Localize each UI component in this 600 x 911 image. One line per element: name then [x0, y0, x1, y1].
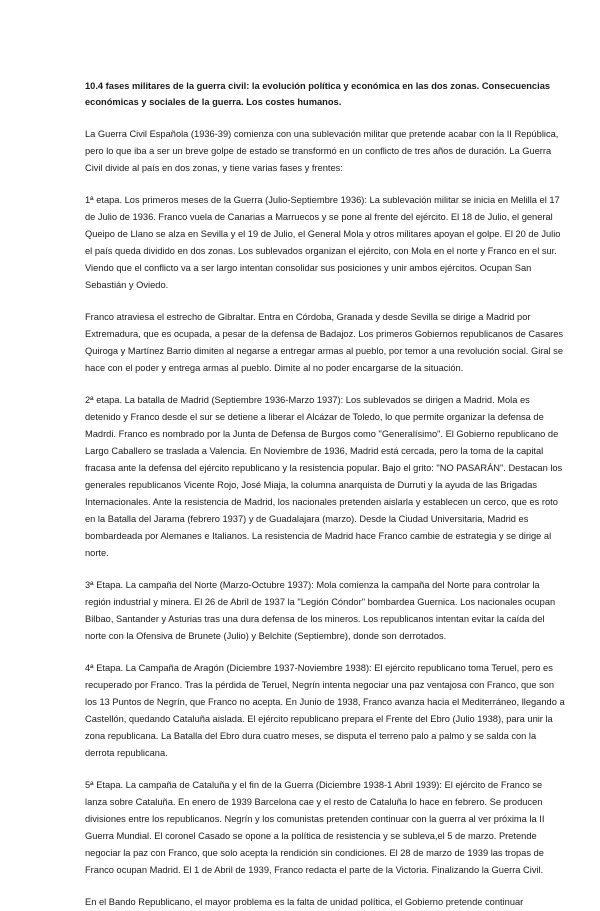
paragraph-stage-5: 5ª Etapa. La campaña de Cataluña y el fin de la Guerra (Diciembre 1938-1 Abril 1939): El ejército de Franco se lanza sobre Cataluña. En enero de 1939 Barcelona cae y el resto de Cataluña lo hace en febrero. Se producen divisiones entre los republicanos. Negrín y los comunistas pretenden continuar con la guerra al ver próxima la II Guerra Mundial. El coronel Casado se opone a la política de resistencia y se subleva,el 5 de marzo. Pretende negociar la paz con Franco, que solo acepta la rendición sin condiciones. El 28 de marzo de 1939 las tropas de Franco ocupan Madrid. El 1 de Abril de 1939, Franco redacta el parte de la Victoria. Finalizando la Guerra Civil. [85, 780, 545, 875]
paragraph-stage-3: 3ª Etapa. La campaña del Norte (Marzo-Octubre 1937): Mola comienza la campaña del Norte para controlar la región industrial y minera. El 26 de Abril de 1937 la "Legión Cóndor" bombardea Guernica. Los nacionales ocupan Bilbao, Santander y Asturias tras una dura defensa de los mineros. Los republicanos intentan evitar la caída del norte con la Ofensiva de Brunete (Julio) y Belchite (Septiembre), donde son derrotados. [85, 580, 556, 641]
paragraph-intro: La Guerra Civil Española (1936-39) comienza con una sublevación militar que pretende acabar con la II República, pero lo que iba a ser un breve golpe de estado se transformó en un conflicto de tres años de duración. La Guerra Civil divide al país en dos zonas, y tiene varias fases y frentes: [85, 129, 559, 173]
paragraph-stage-2: 2ª etapa. La batalla de Madrid (Septiembre 1936-Marzo 1937): Los sublevados se dirigen a Madrid. Mola es detenido y Franco desde el sur se detiene a liberar el Alcázar de Toledo, lo que permite organizar la defensa de Madrdi. Franco es nombrado por la Junta de Defensa de Burgos como "Generalísimo". El Gobierno republicano de Largo Caballero se traslada a Valencia. En Noviembre de 1936, Madrid está cercada, pero la toma de la capital fracasa ante la defensa del ejército republicano y la resistencia popular. Bajo el grito: "NO PASARÁN". Destacan los generales republicanos Vicente Rojo, José Miaja, la columna anarquista de Durruti y la ayuda de las Brigadas Internacionales. Ante la resistencia de Madrid, los nacionales pretenden aislarla y establecen un cerco, que es roto en la Batalla del Jarama (febrero 1937) y de Guadalajara (marzo). Desde la Ciudad Universitaria, Madrid es bombardeada por Alemanes e Italianos. La resistencia de Madrid hace Franco cambie de estrategia y se dirige al norte. [85, 395, 563, 558]
paragraph-republican-side: En el Bando Republicano, el mayor problema es la falta de unidad política, el Gobierno pretende continuar [85, 897, 524, 907]
document-heading: 10.4 fases militares de la guerra civil: la evolución política y económica en las dos zonas. Consecuencias económicas y sociales de la guerra. Los costes humanos. [85, 81, 551, 107]
paragraph-stage-4: 4ª Etapa. La Campaña de Aragón (Diciembre 1937-Noviembre 1938): El ejército republicano toma Teruel, pero es recuperado por Franco. Tras la pérdida de Teruel, Negrín intenta negociar una paz ventajosa con Franco, que son los 13 Puntos de Negrín, que Franco no acepta. En Junio de 1938, Franco avanza hacia el Mediterráneo, llegando a Castellón, quedando Cataluña aislada. El ejército republicano prepara el Frente del Ebro (Julio 1938), para unir la zona republicana. La Batalla del Ebro dura cuatro meses, se disputa el terreno palo a palmo y se salda con la derrota republicana. [85, 663, 565, 758]
paragraph-stage-1: 1ª etapa. Los primeros meses de la Guerra (Julio-Septiembre 1936): La sublevación militar se inicia en Melilla el 17 de Julio de 1936. Franco vuela de Canarias a Marruecos y se pone al frente del ejército. El 18 de Julio, el general Queipo de Llano se alza en Sevilla y el 19 de Julio, el General Mola y otros militares apoyan el golpe. El 20 de Julio el país queda dividido en dos zonas. Los sublevados organizan el ejército, con Mola en el norte y Franco en el sur. Viendo que el conflicto va a ser largo intentan consolidar sus posiciones y unir ambos ejércitos. Ocupan San Sebastián y Oviedo. [85, 195, 561, 290]
paragraph-stage-1-cont: Franco atraviesa el estrecho de Gibraltar. Entra en Córdoba, Granada y desde Sevilla se dirige a Madrid por Extremadura, que es ocupada, a pesar de la defensa de Badajoz. Los primeros Gobiernos republicanos de Casares Quiroga y Martínez Barrio dimiten al negarse a entregar armas al pueblo, por temor a una revolución social. Giral se hace con el poder y entrega armas al pueblo. Dimite al no poder encargarse de la situación. [85, 312, 564, 373]
